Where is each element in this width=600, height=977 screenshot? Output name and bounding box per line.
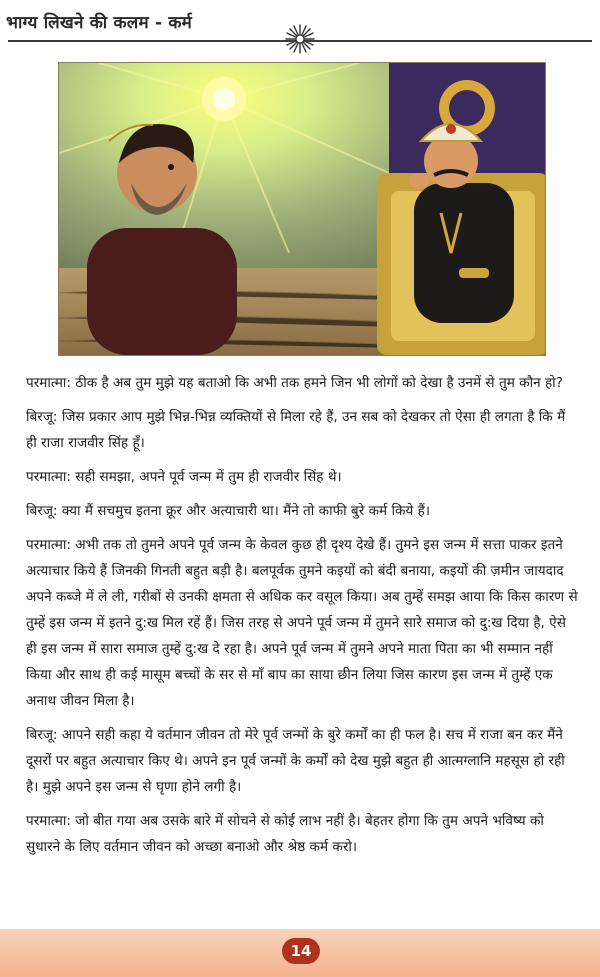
dialogue-paragraph: बिरजू: आपने सही कहा ये वर्तमान जीवन तो मेरे पूर्व जन्मों के बुरे कर्मों का ही फल है। सच में राजा बन कर मैंने दूसरों पर बहुत अत्याचार किए थे। अपने इन पूर्व जन्मों के कर्मों को देख मुझे बहुत ही आत्मग्लानि महसूस हो रही है। मुझे अपने इस जन्म से घृणा होने लगी है। bbox=[26, 727, 565, 795]
story-illustration bbox=[58, 62, 546, 356]
dialogue-paragraph: परमात्मा: ठीक है अब तुम मुझे यह बताओ कि अभी तक हमने जिन भी लोगों को देखा है उनमें से तुम कौन हो? bbox=[26, 375, 563, 391]
story-body bbox=[26, 370, 580, 868]
dialogue-paragraph: परमात्मा: सही समझा, अपने पूर्व जन्म में तुम ही राजवीर सिंह थे। bbox=[26, 469, 342, 485]
dialogue-paragraph: बिरजू: जिस प्रकार आप मुझे भिन्न-भिन्न व्यक्तियों से मिला रहे हैं, उन सब को देखकर तो ऐसा ही लगता है कि मैं ही राजा राजवीर सिंह हूँ। bbox=[26, 409, 566, 451]
dialogue-paragraph: बिरजू: क्या मैं सचमुच इतना क्रूर और अत्याचारी था। मैंने तो काफी बुरे कर्म किये हैं। bbox=[26, 503, 431, 519]
page-number-badge: 14 bbox=[282, 938, 320, 964]
page-header-title: भाग्य लिखने की कलम - कर्म bbox=[6, 13, 192, 33]
sunburst-ornament-icon bbox=[284, 23, 316, 55]
king-and-man-scene-icon bbox=[59, 63, 545, 355]
dialogue-paragraph: परमात्मा: अभी तक तो तुमने अपने पूर्व जन्म के केवल कुछ ही दृश्य देखे हैं। तुमने इस जन्म में सत्ता पाकर इतने अत्याचार किये हैं जिनकी गिनती बहुत बड़ी है। बलपूर्वक तुमने कइयों को बंदी बनाया, कइयों की ज़मीन जायदाद अपने कब्जे में ले ली, गरीबों से उनकी क्षमता से अधिक कर वसूल किया। अब तुम्हें समझ आया कि किस कारण से तुम्हें इस जन्म में इतने दु:ख मिल रहें हैं। जिस तरह से अपने पूर्व जन्म में तुमने सारे समाज को दु:ख दिया है, ऐसे ही इस जन्म में सारा समाज तुम्हें दु:ख दे रहा है। अपने पूर्व जन्म में तुमने अपने माता पिता का भी सम्मान नहीं किया और साथ ही कई मासूम बच्चों के सर से माँ बाप का साया छीन लिया जिस कारण इस जन्म में तुम्हें एक अनाथ जीवन मिला है। bbox=[26, 537, 578, 709]
dialogue-paragraph: परमात्मा: जो बीत गया अब उसके बारे में सोचने से कोई लाभ नहीं है। बेहतर होगा कि तुम अपने भविष्य को सुधारने के लिए वर्तमान जीवन को अच्छा बनाओ और श्रेष्ठ कर्म करो। bbox=[26, 813, 544, 855]
